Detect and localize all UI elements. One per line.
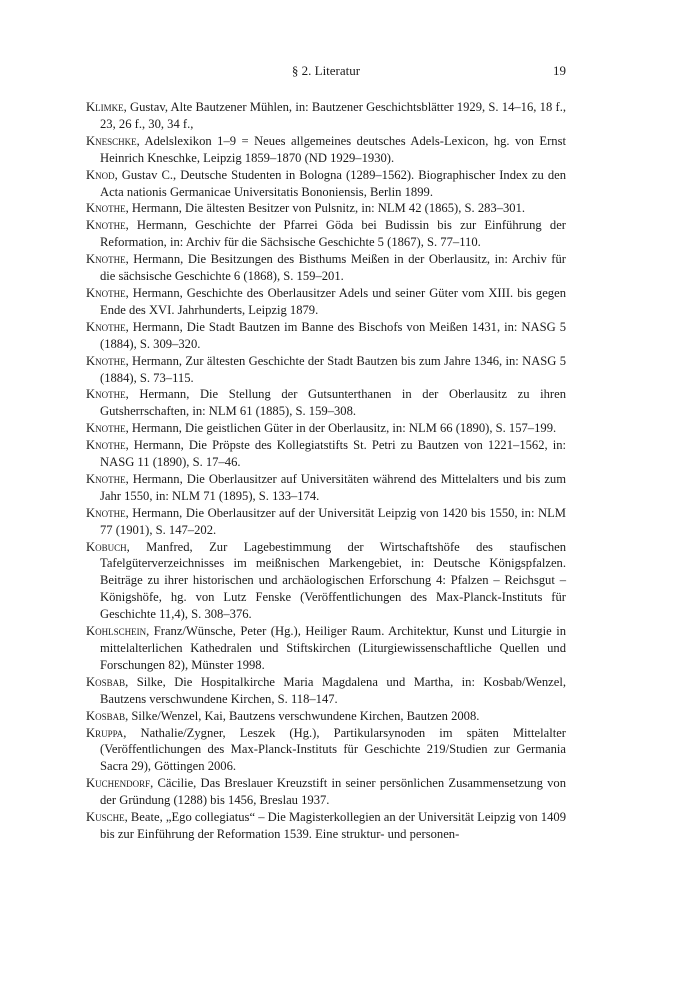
entry-author: Kosbab [86, 674, 126, 689]
bibliography-entry [86, 674, 566, 708]
bibliography-entry [86, 167, 566, 201]
bibliography-entry [86, 251, 566, 285]
book-page [86, 60, 566, 843]
entry-author: Knothe [86, 285, 126, 300]
entry-text: , Franz/Wünsche, Peter (Hg.), Heiliger Raum. Architektur, Kunst und Liturgie in mittelalterlichen Kathedralen und Stiftskirchen (Liturgiewissenschaftliche Quellen und Forschungen 82), Münster 1998. [100, 624, 566, 672]
entry-author: Kruppa [86, 725, 124, 740]
entry-text: , Beate, „Ego collegiatus“ – Die Magisterkollegien an der Universität Leipzig von 1409 bis zur Einführung der Reformation 1539. Eine struktur- und personen- [100, 810, 566, 841]
bibliography-entry [86, 623, 566, 674]
entry-text: , Adelslexikon 1–9 = Neues allgemeines deutsches Adels-Lexicon, hg. von Ernst Heinrich Kneschke, Leipzig 1859–1870 (ND 1929–1930). [100, 133, 566, 165]
bibliography-entry [86, 471, 566, 505]
bibliography-entry [86, 319, 566, 353]
bibliography-entry [86, 708, 566, 725]
running-head [86, 60, 566, 82]
entry-author: Knothe [86, 252, 126, 267]
page-number: 19 [553, 63, 566, 78]
entry-text: , Hermann, Die Oberlausitzer auf der Universität Leipzig von 1420 bis 1550, in: NLM 77 (1901), S. 147–202. [100, 505, 566, 537]
entry-text: , Hermann, Zur ältesten Geschichte der Stadt Bautzen bis zum Jahre 1346, in: NASG 5 (1884), S. 73–115. [100, 353, 566, 385]
entry-text: , Hermann, Die Stellung der Gutsunterthanen in der Oberlausitz zu ihren Gutsherrschaften, in: NLM 61 (1885), S. 159–308. [100, 387, 566, 419]
entry-author: Knod [86, 167, 115, 182]
entry-text: , Hermann, Die geistlichen Güter in der Oberlausitz, in: NLM 66 (1890), S. 157–199. [125, 421, 557, 436]
entry-author: Kusche [86, 810, 125, 825]
bibliography-entry [86, 353, 566, 387]
entry-text: , Gustav, Alte Bautzener Mühlen, in: Bautzener Geschichtsblätter 1929, S. 14–16, 18 f., 23, 26 f., 30, 34 f., [100, 100, 566, 131]
entry-text: , Cäcilie, Das Breslauer Kreuzstift in seiner persönlichen Zusammensetzung von der Gründung (1288) bis 1456, Breslau 1937. [100, 776, 566, 808]
entry-text: , Hermann, Geschichte des Oberlausitzer Adels und seiner Güter vom XIII. bis gegen Ende des XVI. Jahrhunderts, Leipzig 1879. [100, 285, 566, 317]
entry-author: Knothe [86, 471, 126, 486]
bibliography-entry [86, 539, 566, 624]
entry-text: , Gustav C., Deutsche Studenten in Bologna (1289–1562). Biographischer Index zu den Acta nationis Germanicae Universitatis Bononiensis, Berlin 1899. [100, 167, 566, 199]
entry-text: , Hermann, Die Stadt Bautzen im Banne des Bischofs von Meißen 1431, in: NASG 5 (1884), S. 309–320. [100, 319, 566, 351]
entry-author: Knothe [86, 438, 126, 453]
bibliography-entry [86, 285, 566, 319]
bibliography-entry [86, 725, 566, 776]
entry-author: Kuchendorf [86, 776, 151, 791]
bibliography-entry [86, 133, 566, 167]
entry-author: Kosbab [86, 708, 126, 723]
bibliography-entry [86, 99, 566, 133]
bibliography-entry [86, 200, 566, 217]
bibliography-entry [86, 217, 566, 251]
entry-text: , Manfred, Zur Lagebestimmung der Wirtschaftshöfe des staufischen Tafelgüterverzeichnisses im meißnischen Markengebiet, in: Deutsche Königspfalzen. Beiträge zu ihrer historischen und archäologischen Erforschung 4: Pfalzen – Reichsgut – Königshöfe, hg. von Lutz Fenske (Veröffentlichungen des Max-Planck-Instituts für Geschichte 11,4), S. 308–376. [100, 539, 566, 622]
entry-author: Knothe [86, 218, 126, 233]
bibliography-list [86, 99, 566, 843]
entry-text: , Silke, Die Hospitalkirche Maria Magdalena und Martha, in: Kosbab/Wenzel, Bautzens verschwundene Kirchen, S. 118–147. [100, 674, 566, 706]
entry-text: , Hermann, Die Besitzungen des Bisthums Meißen in der Oberlausitz, in: Archiv für die sächsische Geschichte 6 (1868), S. 159–201. [100, 252, 566, 284]
entry-author: Kobuch [86, 539, 127, 554]
entry-author: Kneschke [86, 133, 137, 148]
entry-text: , Hermann, Geschichte der Pfarrei Göda bei Budissin bis zur Einführung der Reformation, in: Archiv für die Sächsische Geschichte 5 (1867), S. 77–110. [100, 218, 566, 250]
entry-author: Klimke [86, 100, 124, 114]
entry-text: , Hermann, Die ältesten Besitzer von Pulsnitz, in: NLM 42 (1865), S. 283–301. [125, 201, 526, 216]
entry-author: Knothe [86, 201, 126, 216]
entry-text: , Nathalie/Zygner, Leszek (Hg.), Partikularsynoden im späten Mittelalter (Veröffentlichungen des Max-Planck-Instituts für Geschichte 219/Studien zur Germania Sacra 29), Göttingen 2006. [100, 725, 566, 774]
entry-author: Knothe [86, 387, 126, 402]
bibliography-entry [86, 505, 566, 539]
bibliography-entry [86, 420, 566, 437]
entry-author: Knothe [86, 319, 126, 334]
entry-author: Knothe [86, 421, 126, 436]
entry-author: Knothe [86, 353, 126, 368]
entry-author: Knothe [86, 505, 126, 520]
bibliography-entry [86, 386, 566, 420]
entry-text: , Hermann, Die Pröpste des Kollegiatstifts St. Petri zu Bautzen von 1221–1562, in: NASG 11 (1890), S. 17–46. [100, 438, 566, 470]
entry-text: , Silke/Wenzel, Kai, Bautzens verschwundene Kirchen, Bautzen 2008. [125, 708, 480, 723]
bibliography-entry [86, 775, 566, 809]
entry-author: Kohlschein [86, 624, 147, 639]
bibliography-entry [86, 437, 566, 471]
entry-text: , Hermann, Die Oberlausitzer auf Universitäten während des Mittelalters und bis zum Jahr 1550, in: NLM 71 (1895), S. 133–174. [100, 471, 566, 503]
bibliography-entry [86, 809, 566, 843]
running-title: § 2. Literatur [291, 63, 361, 78]
